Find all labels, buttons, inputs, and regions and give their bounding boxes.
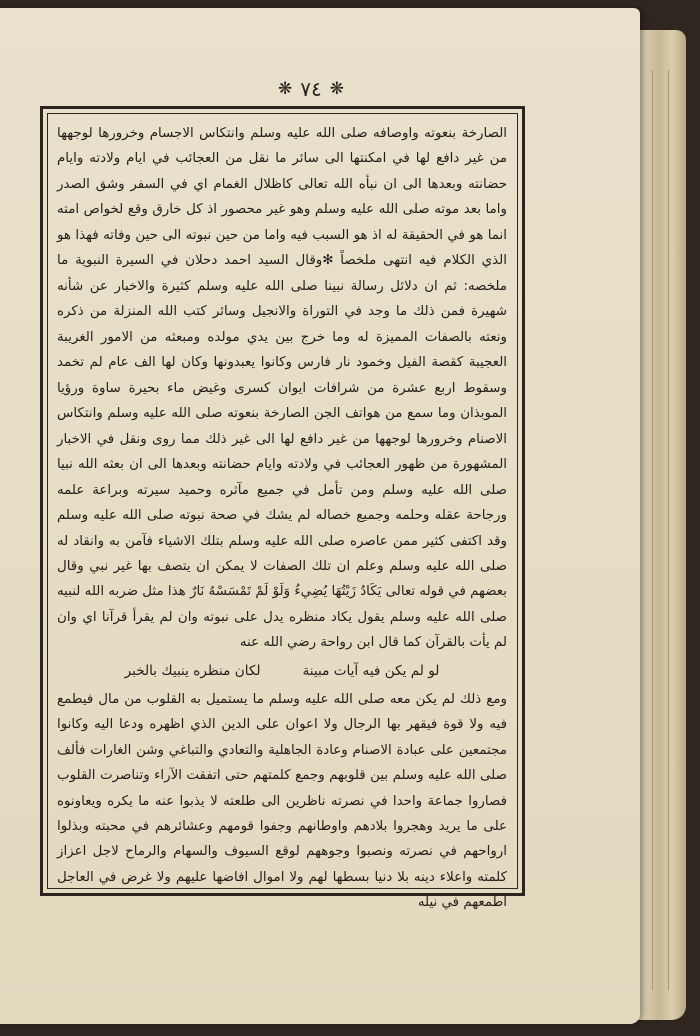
page-number: ٧٤ [300, 77, 322, 101]
verse-first-hemistich: لو لم يكن فيه آيات مبينة [302, 662, 440, 679]
page-header [246, 74, 376, 104]
poem-verse [57, 659, 507, 685]
book-page [0, 8, 640, 1024]
text-frame [40, 106, 525, 911]
paragraph-continuation: ومع ذلك لم يكن معه صلى الله عليه وسلم ما يستميل به القلوب من مال فيطمع فيه ولا قوة فيقهر بها الرجال ولا اعوان على الدين الذي اظهره ودعا اليه وكانوا مجتمعين على عبادة الاصنام وعادة الجاهلية والتعادي والتباغي وشن الغارات فألف صلى الله عليه وسلم بين قلوبهم وجمع كلمتهم حتى اتفقت الآراء وتناصرت القلوب فصاروا جماعة واحدا في نصرته ناظرين الى طلعته لا يذبوا عنه ما يكره ويعاونوه على ما يريد وهجروا بلادهم واوطانهم وجفوا قومهم وعشائرهم في محبته وبذلوا ارواحهم في نصرته ونصبوا وجوههم لوقع السيوف والسهام والرماح لاجل اعزاز كلمته واعلاء دينه بلا دنيا بسطها لهم ولا اموال افاضها عليهم ولا غرض في العاجل اطمعهم في نيله [57, 691, 507, 911]
ornament-icon: ❋ [329, 78, 344, 99]
text-body [57, 121, 507, 916]
ornament-icon: ❋ [278, 78, 293, 99]
page-edge-line [668, 70, 669, 990]
page-edge-line [652, 70, 653, 990]
verse-second-hemistich: لكان منظره ينبيك بالخبر [124, 662, 261, 679]
paragraph-main: الصارخة بنعوته واوصافه صلى الله عليه وسلم وانتكاس الاجسام وخرورها لوجهها من غير دافع لها في امكنتها الى سائر ما نقل من العجائب في ايام ولادته وايام حضانته وبعدها الى ان نبأه الله تعالى كاظلال الغمام اي في السفر وشق الصدر واما بعد موته صلى الله عليه وسلم وهو غير محصور اذ كل خارق وقع لخواص امته انما هو في الحقيقة له اذ هو السبب فيه واما من حين نبوته الى حين وفاته فهذا هو الذي الكلام فيه انتهى ملخصاً ✻وقال السيد احمد دحلان في السيرة النبوية ما ملخصه: ثم ان دلائل رسالة نبينا صلى الله عليه وسلم كثيرة والاخبار عن شأنه شهيرة فمن ذلك ما وجد في التوراة والانجيل وسائر كتب الله المنزلة من ذكره ونعته بالصفات المميزة له وما خرج بين يدي مولده ومبعثه من الامور الغريبة العجيبة كقصة الفيل وخمود نار فارس وكانوا يعبدونها وكان لها الف عام لم تخمد وسقوط اربع عشرة من شرافات ايوان كسرى وغيض ماء بحيرة ساوة ورؤيا الموبذان وما سمع من هواتف الجن الصارخة بنعوته صلى الله عليه وسلم وانتكاس الاصنام وخرورها لوجهها من غير دافع لها الى غير ذلك مما روى ونقل في الاخبار المشهورة من ظهور العجائب في ولادته وايام حضانته وبعدها الى ان بعثه الله نبيا صلى الله عليه وسلم ومن تأمل في جميع مآثره وحميد سيرته وبراعة علمه ورجاحة عقله وحلمه وجميع خصاله لم يشك في صحة نبوته صلى الله عليه وسلم وقد اكتفى كثير ممن عاصره صلى الله عليه وسلم بتلك الاشياء فآمن به وانقاد له صلى الله عليه وسلم وعلم ان تلك الصفات لا يمكن ان يتصف بها غير نبي وقال بعضهم في قوله تعالى يَكَادُ زَيْتُهَا يُضِيءُ وَلَوْ لَمْ تَمْسَسْهُ نَارٌ هذا مثل ضربه الله لنبيه صلى الله عليه وسلم يقول يكاد منظره يدل على نبوته وان لم يقرأ قرآنا اي وان لم يأت بالقرآن كما قال ابن رواحة رضي الله عنه [57, 126, 507, 651]
